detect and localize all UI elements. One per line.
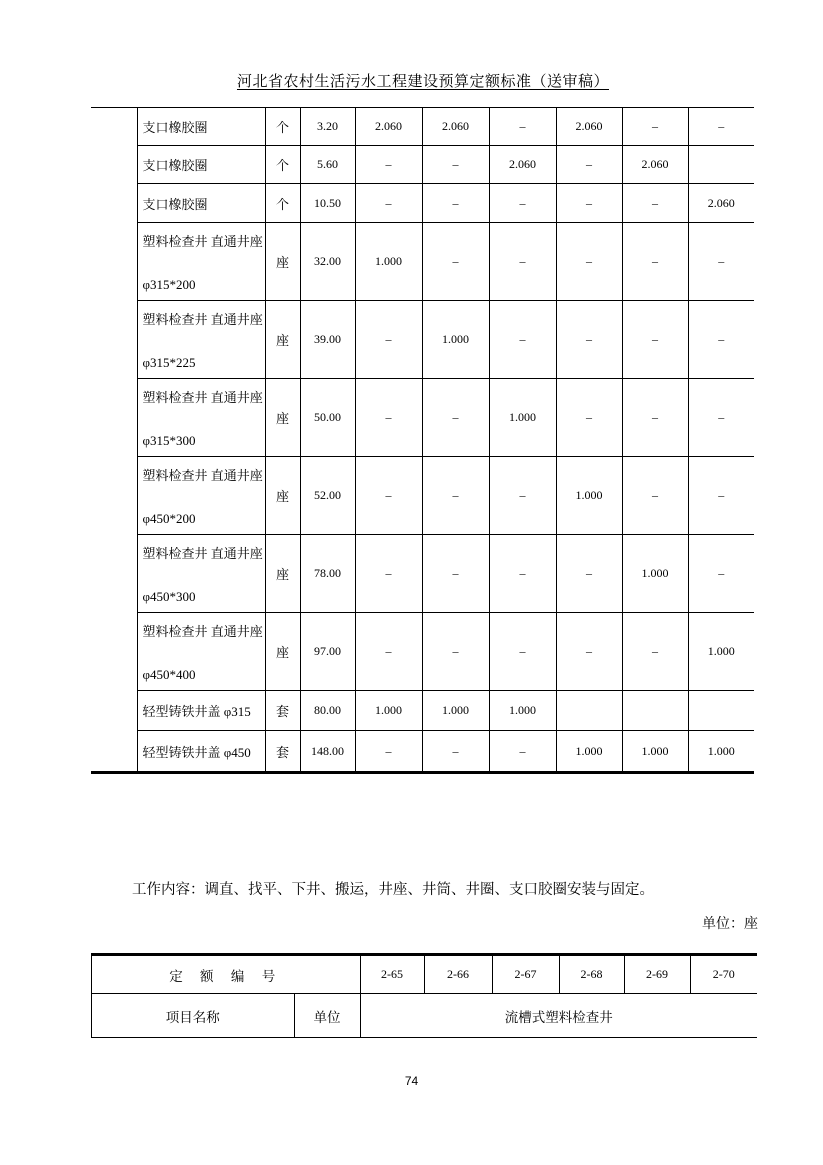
consumption-value-cell: – [489, 457, 556, 535]
quantity-cell: 148.00 [300, 731, 355, 772]
material-name-cell [137, 301, 265, 379]
consumption-value-cell: – [355, 731, 422, 772]
consumption-value-cell: – [622, 108, 688, 146]
table-row [91, 223, 754, 301]
consumption-value-cell: 2.060 [688, 184, 754, 223]
consumption-value-cell: 1.000 [355, 691, 422, 731]
material-name-cell: 轻型铸铁井盖 φ450 [137, 731, 265, 772]
quota-code-table [91, 953, 757, 1038]
consumption-value-cell: – [688, 379, 754, 457]
work-content-note: 工作内容：调直、找平、下井、搬运，井座、井筒、井圈、支口胶圈安装与固定。 [132, 882, 654, 898]
material-spec: φ450*300 [142, 588, 196, 604]
consumption-value-cell: – [489, 301, 556, 379]
material-name: 塑料检查井 直通井座 [142, 389, 263, 405]
material-name: 塑料检查井 直通井座 [142, 545, 263, 561]
document-title: 河北省农村生活污水工程建设预算定额标准（送审稿） [236, 74, 609, 90]
consumption-value-cell: 1.000 [556, 731, 622, 772]
table-row [91, 535, 754, 613]
consumption-value-cell: – [489, 613, 556, 691]
unit-header-cell: 单位 [294, 994, 360, 1038]
quota-code-cell: 2-69 [624, 956, 690, 994]
quantity-cell: 3.20 [300, 108, 355, 146]
quota-code-cell: 2-66 [424, 956, 492, 994]
unit-cell: 座 [265, 535, 300, 613]
consumption-value-cell: 2.060 [556, 108, 622, 146]
material-name: 塑料检查井 直通井座 [142, 233, 263, 249]
consumption-value-cell: 1.000 [489, 379, 556, 457]
consumption-value-cell: – [355, 184, 422, 223]
material-spec: φ450*200 [142, 510, 196, 526]
quota-code-cell: 2-65 [360, 956, 424, 994]
consumption-value-cell: – [688, 457, 754, 535]
table-row [91, 184, 754, 223]
table-row [91, 457, 754, 535]
material-name: 塑料检查井 直通井座 [142, 623, 263, 639]
consumption-value-cell: – [556, 535, 622, 613]
consumption-value-cell: – [422, 731, 489, 772]
consumption-value-cell: – [422, 223, 489, 301]
material-name-cell [137, 457, 265, 535]
consumption-value-cell: – [622, 223, 688, 301]
consumption-value-cell: – [489, 223, 556, 301]
consumption-value-cell: – [422, 457, 489, 535]
unit-cell: 座 [265, 613, 300, 691]
consumption-value-cell: – [355, 457, 422, 535]
item-name-header-cell: 项目名称 [92, 994, 294, 1038]
quantity-cell: 97.00 [300, 613, 355, 691]
consumption-value-cell: – [556, 301, 622, 379]
unit-cell: 座 [265, 457, 300, 535]
consumption-value-cell: – [489, 184, 556, 223]
consumption-value-cell: – [622, 457, 688, 535]
material-name-cell [137, 613, 265, 691]
consumption-value-cell: 1.000 [422, 301, 489, 379]
consumption-value-cell: – [556, 184, 622, 223]
consumption-value-cell: 2.060 [355, 108, 422, 146]
consumption-value-cell: – [422, 184, 489, 223]
consumption-value-cell: – [489, 731, 556, 772]
quota-code-cell: 2-70 [690, 956, 757, 994]
consumption-value-cell: – [556, 146, 622, 184]
consumption-value-cell: – [622, 184, 688, 223]
consumption-value-cell: 1.000 [556, 457, 622, 535]
quantity-cell: 10.50 [300, 184, 355, 223]
table-row [92, 956, 757, 994]
material-name-cell: 支口橡胶圈 [137, 108, 265, 146]
consumption-value-cell: 2.060 [422, 108, 489, 146]
material-spec: φ315*225 [142, 354, 196, 370]
item-name-value-cell: 流槽式塑料检查井 [360, 994, 757, 1038]
material-spec: φ315*200 [142, 276, 196, 292]
quota-code-cell: 2-67 [492, 956, 559, 994]
consumption-value-cell: – [688, 301, 754, 379]
consumption-value-cell: – [422, 379, 489, 457]
material-name-cell: 轻型铸铁井盖 φ315 [137, 691, 265, 731]
material-name: 塑料检查井 直通井座 [142, 467, 263, 483]
table-row [91, 301, 754, 379]
consumption-value-cell: 1.000 [355, 223, 422, 301]
material-spec: φ315*300 [142, 432, 196, 448]
material-name-cell [137, 379, 265, 457]
unit-note: 单位：座 [702, 917, 758, 932]
consumption-value-cell: 1.000 [422, 691, 489, 731]
consumption-value-cell: – [556, 613, 622, 691]
quantity-cell: 32.00 [300, 223, 355, 301]
table-row [91, 613, 754, 691]
consumption-value-cell: – [355, 613, 422, 691]
unit-cell: 座 [265, 301, 300, 379]
page-number: 74 [404, 1074, 419, 1088]
consumption-value-cell: 1.000 [622, 535, 688, 613]
consumption-value-cell: 1.000 [688, 613, 754, 691]
table-row [91, 146, 754, 184]
table-row [91, 379, 754, 457]
consumption-value-cell: – [355, 146, 422, 184]
unit-cell: 座 [265, 379, 300, 457]
consumption-value-cell [688, 691, 754, 731]
quantity-cell: 78.00 [300, 535, 355, 613]
consumption-value-cell: – [422, 535, 489, 613]
table-row [92, 994, 757, 1038]
consumption-value-cell: – [622, 613, 688, 691]
quantity-cell: 5.60 [300, 146, 355, 184]
consumption-value-cell: – [688, 223, 754, 301]
quantity-cell: 80.00 [300, 691, 355, 731]
consumption-value-cell: – [489, 108, 556, 146]
quota-code-header-cell: 定 额 编 号 [92, 956, 360, 994]
table-row [91, 108, 754, 146]
quantity-cell: 50.00 [300, 379, 355, 457]
consumption-value-cell: – [622, 379, 688, 457]
consumption-value-cell: 1.000 [622, 731, 688, 772]
table-row [91, 691, 754, 731]
consumption-value-cell: – [688, 108, 754, 146]
consumption-value-cell: – [422, 146, 489, 184]
consumption-value-cell: – [355, 301, 422, 379]
material-consumption-table [91, 107, 754, 774]
consumption-value-cell: – [556, 223, 622, 301]
table-row [91, 731, 754, 772]
unit-cell: 个 [265, 184, 300, 223]
consumption-value-cell: – [422, 613, 489, 691]
material-name-cell: 支口橡胶圈 [137, 184, 265, 223]
unit-cell: 套 [265, 691, 300, 731]
consumption-value-cell: 1.000 [489, 691, 556, 731]
unit-cell: 个 [265, 108, 300, 146]
material-name-cell [137, 223, 265, 301]
quota-code-cell: 2-68 [559, 956, 624, 994]
consumption-value-cell: – [355, 535, 422, 613]
consumption-value-cell: – [556, 379, 622, 457]
quantity-cell: 52.00 [300, 457, 355, 535]
material-name-cell: 支口橡胶圈 [137, 146, 265, 184]
left-margin-cell [91, 108, 137, 771]
consumption-value-cell: – [688, 535, 754, 613]
consumption-value-cell: – [622, 301, 688, 379]
consumption-value-cell [622, 691, 688, 731]
material-name: 塑料检查井 直通井座 [142, 311, 263, 327]
quantity-cell: 39.00 [300, 301, 355, 379]
unit-cell: 套 [265, 731, 300, 772]
consumption-value-cell: – [489, 535, 556, 613]
consumption-value-cell: 2.060 [489, 146, 556, 184]
consumption-value-cell: 2.060 [622, 146, 688, 184]
consumption-value-cell: – [355, 379, 422, 457]
material-name-cell [137, 535, 265, 613]
material-spec: φ450*400 [142, 666, 196, 682]
consumption-value-cell [688, 146, 754, 184]
consumption-value-cell [556, 691, 622, 731]
unit-cell: 个 [265, 146, 300, 184]
unit-cell: 座 [265, 223, 300, 301]
consumption-value-cell: 1.000 [688, 731, 754, 772]
